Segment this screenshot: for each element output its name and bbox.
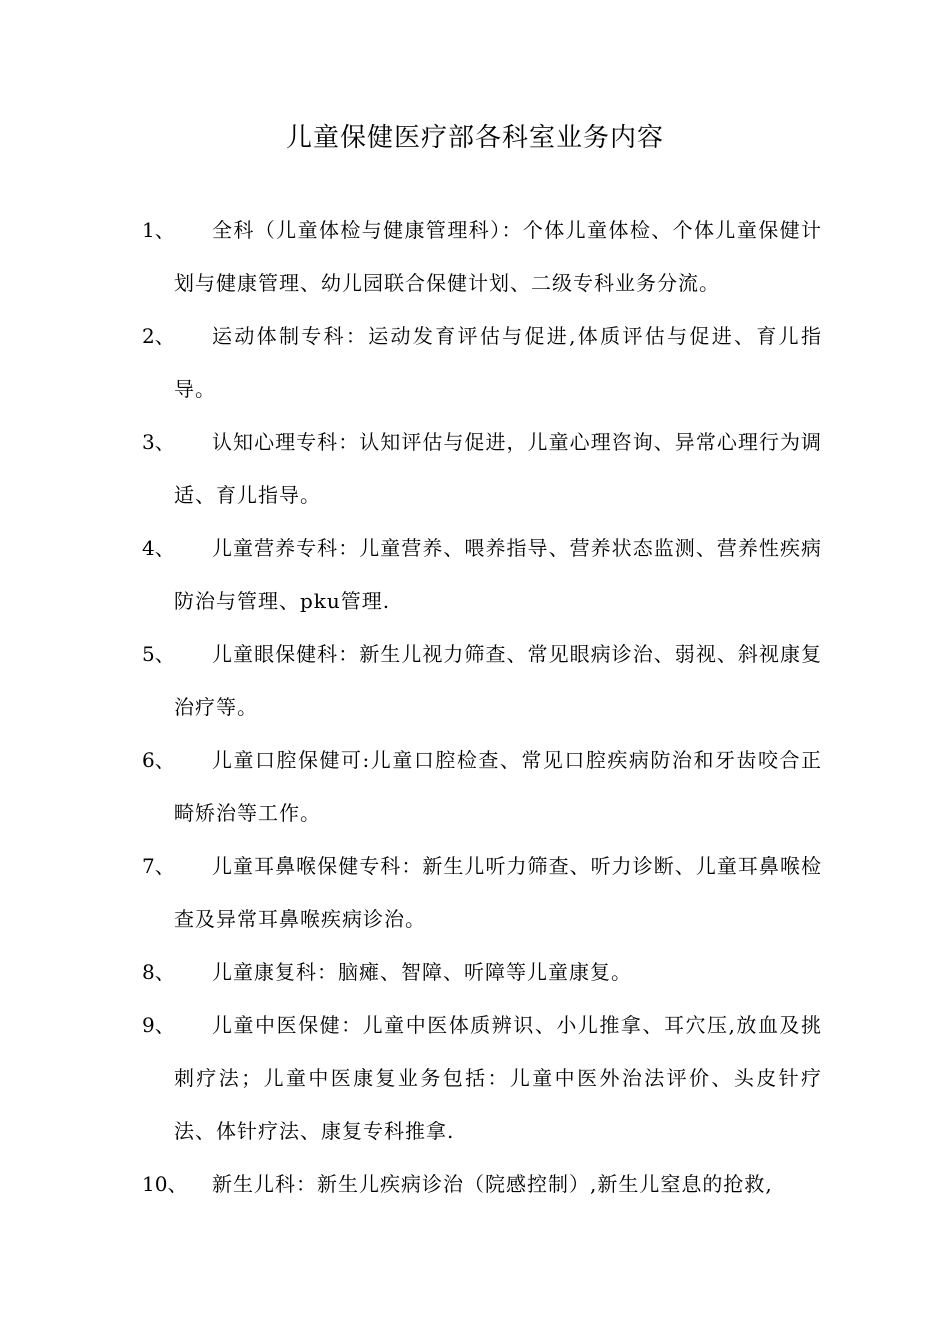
item-number: 2、 <box>142 324 175 348</box>
department-list <box>142 204 822 1211</box>
item-text: 儿童中医保健：儿童中医体质辨识、小儿推拿、耳穴压,放血及挑刺疗法；儿童中医康复业务包括：儿童中医外治法评价、头皮针疗法、体针疗法、康复专科推拿. <box>174 1013 822 1143</box>
item-text: 儿童耳鼻喉保健专科：新生儿听力筛查、听力诊断、儿童耳鼻喉检查及异常耳鼻喉疾病诊治。 <box>174 854 822 931</box>
list-item <box>142 840 822 946</box>
item-text: 全科（儿童体检与健康管理科）：个体儿童体检、个体儿童保健计划与健康管理、幼儿园联合保健计划、二级专科业务分流。 <box>174 218 822 295</box>
item-number: 1、 <box>142 218 175 242</box>
item-number: 10、 <box>142 1172 188 1196</box>
item-number: 6、 <box>142 748 175 772</box>
document-title: 儿童保健医疗部各科室业务内容 <box>285 123 664 153</box>
item-number: 5、 <box>142 642 175 666</box>
item-number: 3、 <box>142 430 175 454</box>
list-item <box>142 204 822 310</box>
list-item <box>142 628 822 734</box>
list-item <box>142 310 822 416</box>
list-item <box>142 522 822 628</box>
item-text: 认知心理专科：认知评估与促进，儿童心理咨询、异常心理行为调适、育儿指导。 <box>174 430 822 507</box>
item-text: 新生儿科：新生儿疾病诊治（院感控制）,新生儿窒息的抢救, <box>212 1172 773 1196</box>
item-number: 7、 <box>142 854 175 878</box>
list-item <box>142 999 822 1158</box>
list-item <box>142 946 822 999</box>
item-text: 运动体制专科：运动发育评估与促进,体质评估与促进、育儿指导。 <box>174 324 822 401</box>
item-text: 儿童康复科：脑瘫、智障、听障等儿童康复。 <box>212 960 632 984</box>
item-text: 儿童营养专科：儿童营养、喂养指导、营养状态监测、营养性疾病防治与管理、pku管理. <box>174 536 822 613</box>
list-item <box>142 416 822 522</box>
item-number: 4、 <box>142 536 175 560</box>
list-item <box>142 1158 822 1211</box>
item-text: 儿童眼保健科：新生儿视力筛查、常见眼病诊治、弱视、斜视康复治疗等。 <box>174 642 822 719</box>
item-number: 9、 <box>142 1013 175 1037</box>
list-item <box>142 734 822 840</box>
item-number: 8、 <box>142 960 175 984</box>
item-text: 儿童口腔保健可:儿童口腔检查、常见口腔疾病防治和牙齿咬合正畸矫治等工作。 <box>174 748 822 825</box>
